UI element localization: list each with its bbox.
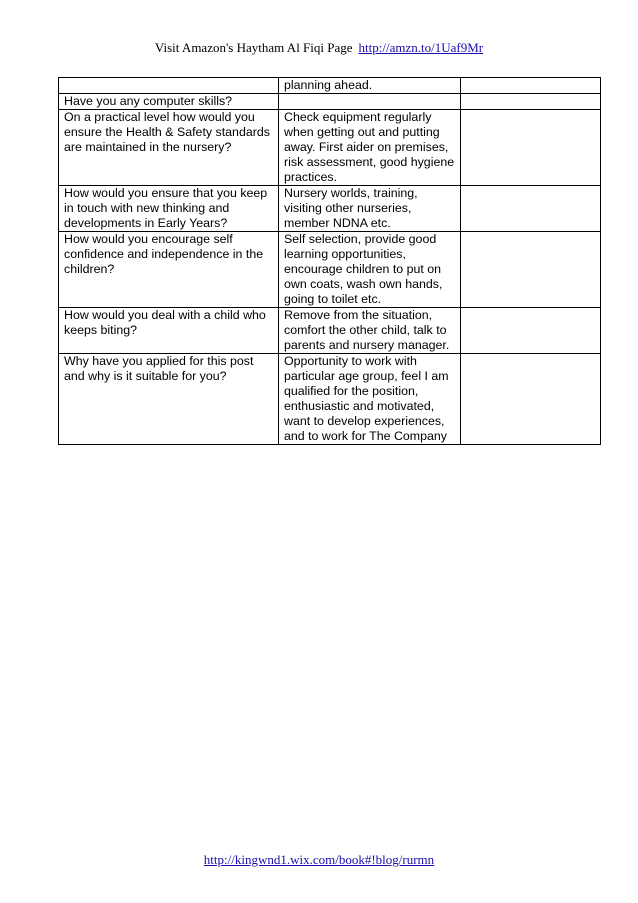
answer-cell: planning ahead. — [279, 78, 461, 94]
notes-cell — [461, 94, 601, 110]
notes-cell — [461, 186, 601, 232]
page-header — [0, 40, 638, 56]
notes-cell — [461, 354, 601, 445]
answer-cell: Nursery worlds, training, visiting other nurseries, member NDNA etc. — [279, 186, 461, 232]
question-cell: On a practical level how would you ensure the Health & Safety standards are maintained in the nursery? — [59, 110, 279, 186]
notes-cell — [461, 308, 601, 354]
interview-qa-table — [58, 77, 601, 445]
question-cell: How would you ensure that you keep in touch with new thinking and developments in Early Years? — [59, 186, 279, 232]
table-row — [59, 186, 601, 232]
answer-cell: Opportunity to work with particular age group, feel I am qualified for the position, enthusiastic and motivated, want to develop experiences, and to work for The Company — [279, 354, 461, 445]
notes-cell — [461, 232, 601, 308]
answer-cell: Self selection, provide good learning opportunities, encourage children to put on own coats, wash own hands, going to toilet etc. — [279, 232, 461, 308]
question-cell: How would you encourage self confidence and independence in the children? — [59, 232, 279, 308]
table-row — [59, 354, 601, 445]
table-row — [59, 232, 601, 308]
header-text: Visit Amazon's Haytham Al Fiqi Page — [154, 40, 353, 55]
question-cell — [59, 78, 279, 94]
notes-cell — [461, 110, 601, 186]
blog-link[interactable]: http://kingwnd1.wix.com/book#!blog/rurmn — [203, 852, 435, 867]
answer-cell: Check equipment regularly when getting out and putting away. First aider on premises, risk assessment, good hygiene practices. — [279, 110, 461, 186]
table-row — [59, 110, 601, 186]
table-row — [59, 308, 601, 354]
question-cell: Have you any computer skills? — [59, 94, 279, 110]
question-cell: How would you deal with a child who keeps biting? — [59, 308, 279, 354]
page-footer — [0, 852, 638, 868]
table-row — [59, 94, 601, 110]
question-cell: Why have you applied for this post and why is it suitable for you? — [59, 354, 279, 445]
answer-cell: Remove from the situation, comfort the other child, talk to parents and nursery manager. — [279, 308, 461, 354]
table-row — [59, 78, 601, 94]
notes-cell — [461, 78, 601, 94]
answer-cell — [279, 94, 461, 110]
amazon-link[interactable]: http://amzn.to/1Uaf9Mr — [358, 40, 484, 55]
